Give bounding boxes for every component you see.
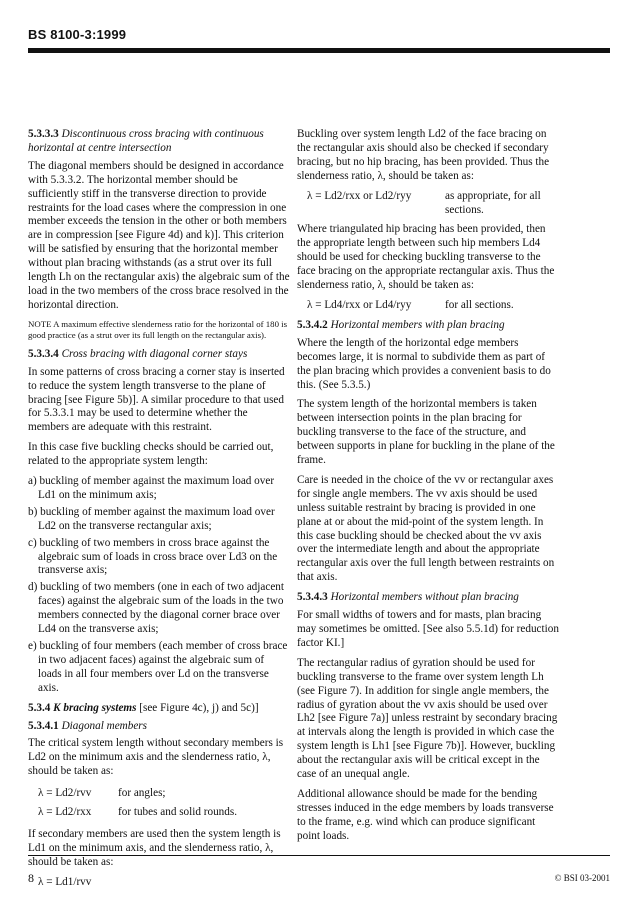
section-heading-534: 5.3.4 K bracing systems [see Figure 4c), j) and 5c)] xyxy=(28,701,259,714)
paragraph: Additional allowance should be made for the bending stresses induced in the edge members by loads transverse to the frame, e.g. wind which can produce significant point loads. xyxy=(297,787,554,842)
equation-block xyxy=(307,190,559,218)
equation-block xyxy=(38,787,290,820)
section-heading-5333: 5.3.3.3 Discontinuous cross bracing with continuous horizontal at centre intersection xyxy=(28,128,264,154)
document-header: BS 8100-3:1999 xyxy=(28,27,127,42)
list-item: a) buckling of member against the maximum load over Ld1 on the minimum axis; xyxy=(28,475,275,501)
equation-condition: for all sections. xyxy=(445,298,514,311)
equation: λ = Ld1/rvv xyxy=(38,875,92,888)
equation: λ = Ld2/rxx or Ld2/ryy xyxy=(307,189,412,202)
equation-block xyxy=(38,876,290,890)
paragraph: In this case five buckling checks should be carried out, related to the appropriate system length: xyxy=(28,441,274,468)
paragraph: The diagonal members should be designed in accordance with 5.3.3.2. The horizontal member should be sufficiently stiff in the transverse direction to provide restraints for the load cases where the compression in one member exceeds the tension in the other or both members are in compression [see Figure 4d) and k)]. This criterion will be satisfied by ensuring that the horizontal member without plan bracing withstands (as a strut over its full length Lh on the rectangular axis) the algebraic sum of the load in the two members of the cross brace resolved in the horizontal direction. xyxy=(28,159,290,311)
paragraph: If secondary members are used then the system length is Ld1 on the minimum axis, and the slenderness ratio, λ, should be taken as: xyxy=(28,827,281,868)
list-item: b) buckling of member against the maximum load over Ld2 on the transverse rectangular axis; xyxy=(28,505,275,532)
section-heading-5341: 5.3.4.1 Diagonal members xyxy=(28,719,148,732)
paragraph: The system length of the horizontal members is taken between intersection points in the plan bracing for buckling transverse to the face of the structure, and between supports in plane for buckling in the plane of the frame. xyxy=(297,398,555,467)
paragraph: For small widths of towers and for masts, plan bracing may sometimes be omitted. [See also 5.5.1d) for reduction factor KI.] xyxy=(297,609,559,649)
note: NOTE A maximum effective slenderness ratio for the horizontal of 180 is good practice (as a strut over its full length on the rectangular axis). xyxy=(28,318,288,340)
paragraph: In some patterns of cross bracing a corner stay is inserted to reduce the system length transverse to the plane of bracing [see Figure 5b)]. A similar procedure to that used for 5.3.3.1 may be used to determine whether the members are adequate with this restraint. xyxy=(28,365,285,434)
section-heading-5343: 5.3.4.3 Horizontal members without plan bracing xyxy=(297,591,519,604)
paragraph: The critical system length without secondary members is Ld2 on the minimum axis and the slenderness ratio, λ, should be taken as: xyxy=(28,737,284,778)
equation: λ = Ld2/rvv xyxy=(38,787,92,800)
paragraph: Buckling over system length Ld2 of the face bracing on the rectangular axis should also be checked if secondary bracing, but no hip bracing, has been provided. Thus the slenderness ratio, λ, should be taken as: xyxy=(297,128,550,182)
equation-condition: for tubes and solid rounds. xyxy=(118,806,238,819)
list-item: e) buckling of four members (each member of cross brace in two adjacent faces) against the algebraic sum of loads in all four members over Ld on the transverse axis. xyxy=(28,640,288,694)
paragraph: Where the length of the horizontal edge members becomes large, it is normal to subdivide them as part of the plan bracing which provides a convenient basis to do this. (See 5.3.5.) xyxy=(297,336,551,391)
footer-rule xyxy=(28,855,610,856)
copyright-notice: © BSI 03-2001 xyxy=(554,873,610,883)
list-item: d) buckling of two members (one in each of two adjacent faces) against the algebraic sum of the loads in the two members connected by the diagonal corner brace over Ld4 on the transverse axis; xyxy=(28,581,284,636)
equation: λ = Ld2/rxx xyxy=(38,806,92,819)
equation-block xyxy=(307,299,559,313)
equation-condition: as appropriate, for all sections. xyxy=(445,189,541,216)
section-heading-5334: 5.3.3.4 Cross bracing with diagonal corner stays xyxy=(28,347,248,360)
right-column xyxy=(297,128,559,850)
paragraph: Where triangulated hip bracing has been provided, then the appropriate length between such hip members Ld4 should be used for checking buckling transverse to the face bracing on the appropriate rectangular axis. Thus the slenderness ratio, λ, should be taken as: xyxy=(297,223,555,292)
equation: λ = Ld4/rxx or Ld4/ryy xyxy=(307,298,412,311)
header-rule xyxy=(28,48,610,53)
equation-condition: for angles; xyxy=(118,787,166,800)
left-column xyxy=(28,128,290,896)
buckling-check-list xyxy=(28,475,290,696)
paragraph: The rectangular radius of gyration should be used for buckling transverse to the frame over system length Lh (see Figure 7). In addition for single angle members, the radius of gyration about the vv axis should be used over Lh2 [see Figure 7a)] unless restraint by secondary bracing at intervals along the length is provided in which case the system length is Lh1 [see Figure 7b)]. However, buckling about the rectangular axis will be critical except in the case of an unequal angle. xyxy=(297,656,558,781)
section-heading-5342: 5.3.4.2 Horizontal members with plan bracing xyxy=(297,318,505,331)
list-item: c) buckling of two members in cross brace against the algebraic sum of loads in cross brace over Ld3 on the transverse axis; xyxy=(28,536,278,577)
paragraph: Care is needed in the choice of the vv or rectangular axes for single angle members. The vv axis should be used unless suitable restraint by bracing is provided in one plane at or about the mid-point of the system length. In this case buckling should be checked about the vv axis over the intermediate length and about the appropriate rectangular axis over the full length between restraints on that axis. xyxy=(297,473,555,584)
page-number: 8 xyxy=(28,871,34,885)
